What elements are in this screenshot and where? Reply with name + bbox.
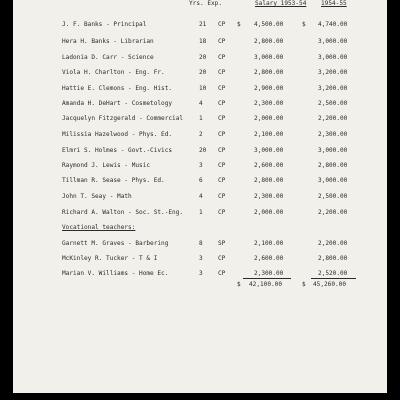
- salary-1954-55: 3,200.00: [318, 69, 348, 76]
- vocational-teachers-heading: Vocational teachers:: [62, 224, 136, 231]
- salary-1953-54: 2,800.00: [254, 38, 284, 45]
- years-experience: 3: [199, 162, 203, 169]
- dollar-sign: $: [302, 281, 306, 288]
- total-salary-1953-54: 42,100.00: [249, 281, 283, 288]
- dollar-sign: $: [302, 21, 306, 28]
- certificate-type: CP: [218, 38, 226, 45]
- teacher-name: Marian V. Williams - Home Ec.: [62, 270, 169, 277]
- salary-1953-54: 2,600.00: [254, 255, 284, 262]
- table-row: [13, 69, 387, 77]
- document-page: [13, 0, 387, 393]
- salary-1953-54: 2,900.00: [254, 85, 284, 92]
- salary-1953-54: 2,300.00: [254, 193, 284, 200]
- dollar-sign: $: [237, 21, 241, 28]
- salary-1953-54: 2,600.00: [254, 162, 284, 169]
- years-experience: 3: [199, 270, 203, 277]
- table-row: [13, 115, 387, 123]
- teacher-name: Hera H. Banks - Librarian: [62, 38, 154, 45]
- certificate-type: CP: [218, 193, 226, 200]
- teacher-name: J. F. Banks - Principal: [62, 21, 147, 28]
- salary-1953-54: 2,000.00: [254, 115, 284, 122]
- teacher-name: Tillman R. Sease - Phys. Ed.: [62, 177, 165, 184]
- teacher-name: Raymond J. Lewis - Music: [62, 162, 151, 169]
- table-row: [13, 131, 387, 139]
- teacher-name: Viola H. Charlton - Eng. Fr.: [62, 69, 165, 76]
- certificate-type: CP: [218, 85, 226, 92]
- teacher-name: McKinley R. Tucker - T & I: [62, 255, 158, 262]
- certificate-type: CP: [218, 255, 226, 262]
- teacher-name: Garnett M. Graves - Barbering: [62, 240, 169, 247]
- salary-1954-55: 3,200.00: [318, 85, 348, 92]
- years-experience: 6: [199, 177, 203, 184]
- salary-1953-54: 4,500.00: [254, 21, 284, 28]
- table-row: [13, 255, 387, 263]
- years-experience: 4: [199, 193, 203, 200]
- salary-1953-54: 3,000.00: [254, 147, 284, 154]
- total-rule-1954-55: [311, 278, 356, 279]
- salary-1954-55: 3,000.00: [318, 54, 348, 61]
- certificate-type: CP: [218, 131, 226, 138]
- table-row: [13, 21, 387, 29]
- salary-1954-55: 3,000.00: [318, 177, 348, 184]
- teacher-name: Hattie E. Clemons - Eng. Hist.: [62, 85, 173, 92]
- teacher-name: Elmri S. Holmes - Govt.-Civics: [62, 147, 173, 154]
- certificate-type: CP: [218, 115, 226, 122]
- header-salary-1954-55: 1954-55: [321, 0, 347, 7]
- salary-1954-55: 3,000.00: [318, 147, 348, 154]
- certificate-type: CP: [218, 21, 226, 28]
- teacher-name: John T. Seay - Math: [62, 193, 132, 200]
- salary-1954-55: 4,740.00: [318, 21, 348, 28]
- salary-1954-55: 2,300.00: [318, 131, 348, 138]
- table-row: [13, 240, 387, 248]
- certificate-type: CP: [218, 270, 226, 277]
- salary-1953-54: 2,100.00: [254, 131, 284, 138]
- teacher-name: Jacquelyn Fitzgerald - Commercial: [62, 115, 184, 122]
- table-row: [13, 85, 387, 93]
- years-experience: 8: [199, 240, 203, 247]
- table-row: [13, 100, 387, 108]
- salary-1954-55: 2,200.00: [318, 240, 348, 247]
- total-rule-1953-54: [243, 278, 291, 279]
- table-row: [13, 177, 387, 185]
- dollar-sign: $: [237, 281, 241, 288]
- table-row: [13, 270, 387, 278]
- certificate-type: CP: [218, 69, 226, 76]
- salary-1954-55: 3,000.00: [318, 38, 348, 45]
- certificate-type: CP: [218, 100, 226, 107]
- years-experience: 18: [199, 38, 207, 45]
- certificate-type: CP: [218, 177, 226, 184]
- salary-1953-54: 2,300.00: [254, 270, 284, 277]
- section-heading-row: [13, 224, 387, 232]
- salary-1954-55: 2,520.00: [318, 270, 348, 277]
- years-experience: 20: [199, 147, 207, 154]
- teacher-name: Richard A. Walton - Soc. St.-Eng.: [62, 209, 184, 216]
- certificate-type: CP: [218, 209, 226, 216]
- table-row: [13, 209, 387, 217]
- salary-1953-54: 2,100.00: [254, 240, 284, 247]
- years-experience: 2: [199, 131, 203, 138]
- salary-1953-54: 2,800.00: [254, 69, 284, 76]
- header-years-experience: Yrs. Exp.: [189, 0, 223, 7]
- years-experience: 1: [199, 115, 203, 122]
- teacher-name: Ladonia D. Carr - Science: [62, 54, 154, 61]
- teacher-name: Amanda H. DeHart - Cosmetology: [62, 100, 173, 107]
- salary-1953-54: 3,000.00: [254, 54, 284, 61]
- table-header: [13, 0, 387, 8]
- years-experience: 20: [199, 54, 207, 61]
- totals-row: [13, 281, 387, 289]
- header-salary-1953-54: Salary 1953-54: [255, 0, 307, 7]
- salary-1953-54: 2,800.00: [254, 177, 284, 184]
- salary-1954-55: 2,500.00: [318, 193, 348, 200]
- table-row: [13, 54, 387, 62]
- years-experience: 1: [199, 209, 203, 216]
- salary-1953-54: 2,300.00: [254, 100, 284, 107]
- table-row: [13, 193, 387, 201]
- years-experience: 10: [199, 85, 207, 92]
- certificate-type: CP: [218, 54, 226, 61]
- certificate-type: SP: [218, 240, 226, 247]
- years-experience: 3: [199, 255, 203, 262]
- certificate-type: CP: [218, 147, 226, 154]
- table-row: [13, 38, 387, 46]
- total-salary-1954-55: 45,260.00: [313, 281, 347, 288]
- salary-1953-54: 2,000.00: [254, 209, 284, 216]
- salary-1954-55: 2,200.00: [318, 115, 348, 122]
- salary-1954-55: 2,800.00: [318, 255, 348, 262]
- salary-1954-55: 2,200.00: [318, 209, 348, 216]
- years-experience: 4: [199, 100, 203, 107]
- salary-1954-55: 2,800.00: [318, 162, 348, 169]
- teacher-name: Milissia Hazelwood - Phys. Ed.: [62, 131, 173, 138]
- years-experience: 20: [199, 69, 207, 76]
- table-row: [13, 162, 387, 170]
- table-row: [13, 147, 387, 155]
- years-experience: 21: [199, 21, 207, 28]
- certificate-type: CP: [218, 162, 226, 169]
- salary-1954-55: 2,500.00: [318, 100, 348, 107]
